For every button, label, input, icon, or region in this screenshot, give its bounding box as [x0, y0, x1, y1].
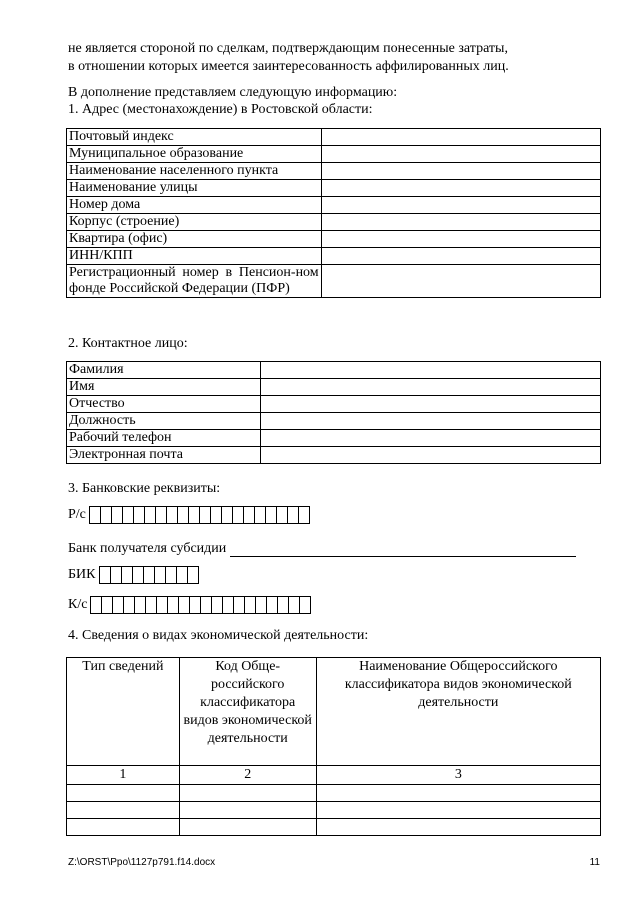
address-value-field[interactable] — [321, 129, 600, 146]
digit-box[interactable] — [91, 596, 102, 614]
digit-box[interactable] — [122, 566, 133, 584]
section3-heading: 3. Банковские реквизиты: — [68, 481, 221, 496]
address-value-field[interactable] — [321, 248, 600, 265]
digit-box[interactable] — [188, 566, 199, 584]
address-value-field[interactable] — [321, 265, 600, 298]
digit-box[interactable] — [189, 506, 200, 524]
address-value-field[interactable] — [321, 214, 600, 231]
bik-label: БИК — [68, 567, 96, 582]
okved-number-row — [67, 766, 601, 785]
digit-box[interactable] — [256, 596, 267, 614]
contact-value-field[interactable] — [260, 447, 600, 464]
digit-box[interactable] — [201, 596, 212, 614]
contact-label: Отчество — [67, 396, 261, 413]
digit-box[interactable] — [278, 596, 289, 614]
contact-row — [67, 430, 601, 447]
okved-header-name: Наименование Общероссийского классификатора видов экономической деятельности — [316, 658, 600, 766]
okved-empty-row — [67, 785, 601, 802]
digit-box[interactable] — [190, 596, 201, 614]
digit-box[interactable] — [124, 596, 135, 614]
digit-box[interactable] — [113, 596, 124, 614]
contact-value-field[interactable] — [260, 379, 600, 396]
bank-row — [68, 539, 600, 557]
contact-label: Имя — [67, 379, 261, 396]
digit-box[interactable] — [212, 596, 223, 614]
okved-cell-code[interactable] — [179, 819, 316, 836]
digit-box[interactable] — [102, 596, 113, 614]
digit-box[interactable] — [100, 566, 111, 584]
digit-box[interactable] — [299, 506, 310, 524]
digit-box[interactable] — [267, 596, 278, 614]
contact-row — [67, 379, 601, 396]
digit-box[interactable] — [146, 596, 157, 614]
contact-row — [67, 396, 601, 413]
ks-digit-boxes[interactable] — [90, 596, 311, 614]
okved-cell-name[interactable] — [316, 819, 600, 836]
address-row — [67, 248, 601, 265]
contact-table — [66, 361, 601, 464]
digit-box[interactable] — [245, 596, 256, 614]
address-label: Квартира (офис) — [67, 231, 322, 248]
address-value-field[interactable] — [321, 180, 600, 197]
address-row — [67, 180, 601, 197]
okved-cell-type[interactable] — [67, 819, 180, 836]
rs-digit-boxes[interactable] — [89, 506, 310, 524]
address-label: Регистрационный номер в Пенсион-ном фонде Российской Федерации (ПФР) — [67, 265, 322, 298]
rs-row — [68, 505, 310, 525]
address-value-field[interactable] — [321, 146, 600, 163]
digit-box[interactable] — [156, 506, 167, 524]
address-value-field[interactable] — [321, 197, 600, 214]
digit-box[interactable] — [157, 596, 168, 614]
digit-box[interactable] — [233, 506, 244, 524]
digit-box[interactable] — [289, 596, 300, 614]
contact-row — [67, 447, 601, 464]
okved-empty-row — [67, 802, 601, 819]
address-label: Почтовый индекс — [67, 129, 322, 146]
bik-digit-boxes[interactable] — [99, 566, 199, 584]
okved-cell-code[interactable] — [179, 785, 316, 802]
okved-cell-name[interactable] — [316, 785, 600, 802]
digit-box[interactable] — [300, 596, 311, 614]
address-row — [67, 231, 601, 248]
okved-cell-code[interactable] — [179, 802, 316, 819]
digit-box[interactable] — [123, 506, 134, 524]
contact-value-field[interactable] — [260, 362, 600, 379]
ks-row — [68, 595, 311, 615]
contact-label: Электронная почта — [67, 447, 261, 464]
digit-box[interactable] — [144, 566, 155, 584]
okved-col-number: 2 — [179, 766, 316, 785]
address-label: ИНН/КПП — [67, 248, 322, 265]
contact-label: Фамилия — [67, 362, 261, 379]
intro-line-1: не является стороной по сделкам, подтверждающим понесенные затраты, — [68, 41, 508, 56]
contact-label: Должность — [67, 413, 261, 430]
contact-value-field[interactable] — [260, 396, 600, 413]
section2-heading: 2. Контактное лицо: — [68, 336, 188, 351]
digit-box[interactable] — [112, 506, 123, 524]
digit-box[interactable] — [288, 506, 299, 524]
address-row — [67, 197, 601, 214]
address-label: Муниципальное образование — [67, 146, 322, 163]
digit-box[interactable] — [211, 506, 222, 524]
ks-label: К/с — [68, 597, 88, 612]
address-label: Номер дома — [67, 197, 322, 214]
section1-preface: В дополнение представляем следующую информацию: — [68, 85, 398, 100]
digit-box[interactable] — [168, 596, 179, 614]
okved-cell-name[interactable] — [316, 802, 600, 819]
digit-box[interactable] — [266, 506, 277, 524]
address-label: Наименование улицы — [67, 180, 322, 197]
bank-name-input-line[interactable] — [230, 542, 576, 557]
bank-label: Банк получателя субсидии — [68, 541, 227, 556]
okved-table — [66, 657, 601, 836]
section4-heading: 4. Сведения о видах экономической деятельности: — [68, 628, 369, 643]
address-label: Корпус (строение) — [67, 214, 322, 231]
address-row — [67, 129, 601, 146]
digit-box[interactable] — [133, 566, 144, 584]
okved-col-number: 1 — [67, 766, 180, 785]
digit-box[interactable] — [200, 506, 211, 524]
okved-cell-type[interactable] — [67, 785, 180, 802]
bik-row — [68, 565, 199, 585]
address-label: Наименование населенного пункта — [67, 163, 322, 180]
address-row — [67, 265, 601, 298]
digit-box[interactable] — [234, 596, 245, 614]
contact-value-field[interactable] — [260, 430, 600, 447]
digit-box[interactable] — [277, 506, 288, 524]
address-table — [66, 128, 601, 298]
rs-label: Р/с — [68, 507, 86, 522]
okved-cell-type[interactable] — [67, 802, 180, 819]
section1-heading: 1. Адрес (местонахождение) в Ростовской области: — [68, 102, 373, 117]
contact-row — [67, 413, 601, 430]
okved-header-row — [67, 658, 601, 766]
digit-box[interactable] — [145, 506, 156, 524]
address-row — [67, 146, 601, 163]
digit-box[interactable] — [222, 506, 233, 524]
digit-box[interactable] — [178, 506, 189, 524]
address-value-field[interactable] — [321, 231, 600, 248]
digit-box[interactable] — [167, 506, 178, 524]
digit-box[interactable] — [111, 566, 122, 584]
okved-header-type: Тип сведений — [67, 658, 180, 766]
digit-box[interactable] — [255, 506, 266, 524]
footer-page-number: 11 — [589, 857, 600, 868]
address-value-field[interactable] — [321, 163, 600, 180]
digit-box[interactable] — [177, 566, 188, 584]
footer-file-path: Z:\ORST\Ppo\1127p791.f14.docx — [68, 857, 216, 868]
address-row — [67, 163, 601, 180]
contact-row — [67, 362, 601, 379]
digit-box[interactable] — [101, 506, 112, 524]
digit-box[interactable] — [155, 566, 166, 584]
contact-value-field[interactable] — [260, 413, 600, 430]
digit-box[interactable] — [90, 506, 101, 524]
contact-label: Рабочий телефон — [67, 430, 261, 447]
digit-box[interactable] — [166, 566, 177, 584]
okved-empty-row — [67, 819, 601, 836]
okved-header-code: Код Обще-российского классификатора видов экономической деятельности — [179, 658, 316, 766]
digit-box[interactable] — [223, 596, 234, 614]
digit-box[interactable] — [134, 506, 145, 524]
digit-box[interactable] — [135, 596, 146, 614]
intro-line-2: в отношении которых имеется заинтересованность аффилированных лиц. — [68, 59, 509, 74]
address-row — [67, 214, 601, 231]
digit-box[interactable] — [244, 506, 255, 524]
digit-box[interactable] — [179, 596, 190, 614]
okved-col-number: 3 — [316, 766, 600, 785]
